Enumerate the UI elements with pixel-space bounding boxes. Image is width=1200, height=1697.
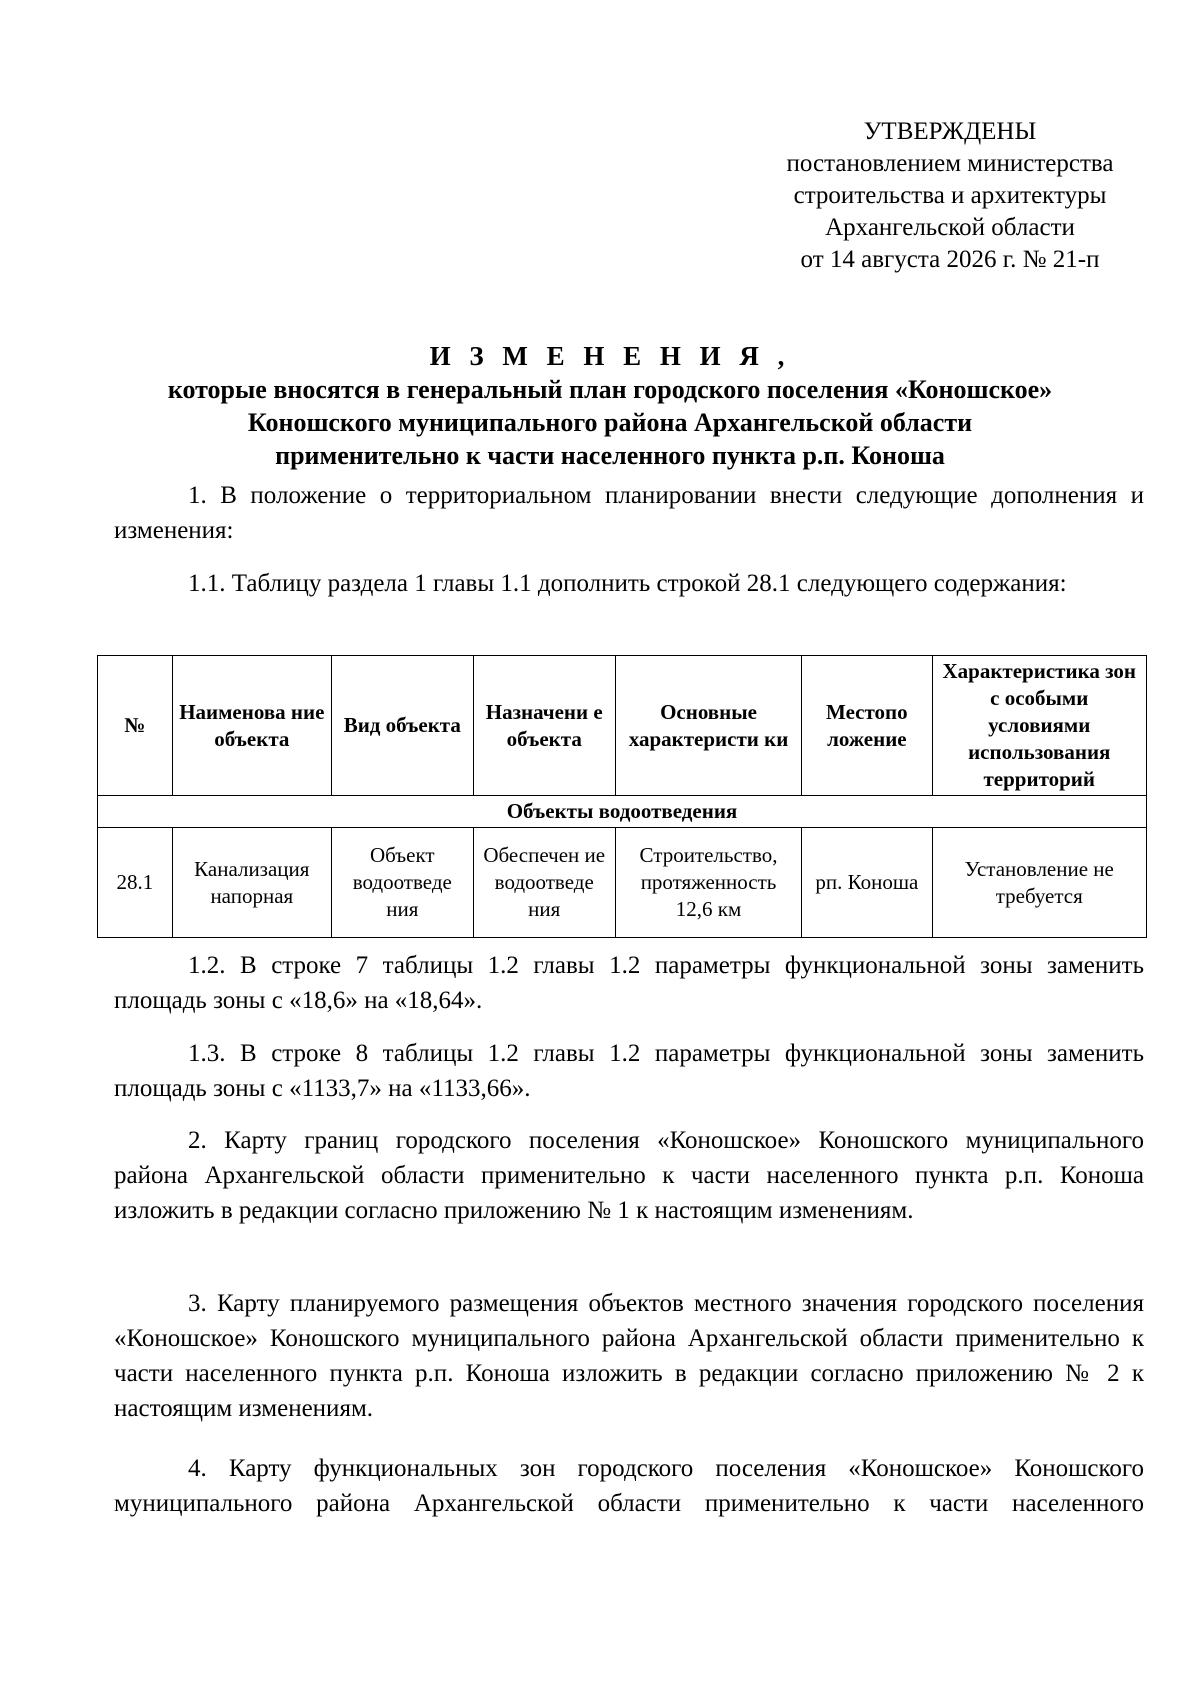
paragraph-1-1: 1.1. Таблицу раздела 1 главы 1.1 дополнить строкой 28.1 следующего содержания: xyxy=(188,570,1067,597)
table-section-row xyxy=(98,796,1147,828)
cell-name: Канализация напорная xyxy=(172,828,331,938)
cell-purpose: Обеспечен ие водоотведе ния xyxy=(473,828,615,938)
header-name: Наименова ние объекта xyxy=(172,656,331,796)
approval-title: УТВЕРЖДЕНЫ xyxy=(863,118,1037,145)
table-row xyxy=(98,828,1147,938)
section-title: Объекты водоотведения xyxy=(98,796,1147,828)
paragraph-1: 1. В положение о территориальном планировании внести следующие дополнения и изменения: xyxy=(114,482,1144,544)
header-purpose: Назначени е объекта xyxy=(473,656,615,796)
paragraph-3: 3. Карту планируемого размещения объектов местного значения городского поселения «Коношское» Коношского муниципального района Архангельской области применительно к части населенного пункта р.п. Коноша изложить в редакции согласно приложению № 2 к настоящим изменениям. xyxy=(114,1290,1144,1422)
cell-main: Строительство, протяженность 12,6 км xyxy=(615,828,801,938)
document-title xyxy=(110,340,1110,472)
cell-zones: Установление не требуется xyxy=(932,828,1147,938)
paragraph-1-2: 1.2. В строке 7 таблицы 1.2 главы 1.2 параметры функциональной зоны заменить площадь зоны с «18,6» на «18,64». xyxy=(114,952,1144,1014)
paragraph-2: 2. Карту границ городского поселения «Коношское» Коношского муниципального района Архангельской области применительно к части населенного пункта р.п. Коноша изложить в редакции согласно приложению № 1 к настоящим изменениям. xyxy=(114,1127,1144,1224)
header-location: Местопо ложение xyxy=(802,656,932,796)
cell-kind: Объект водоотведе ния xyxy=(331,828,473,938)
approval-line: постановлением министерства xyxy=(786,150,1114,177)
header-zones: Характеристика зон с особыми условиями использования территорий xyxy=(932,656,1147,796)
header-main: Основные характеристи ки xyxy=(615,656,801,796)
approval-date: от 14 августа 2026 г. № 21-п xyxy=(800,246,1100,273)
title-line: Коношского муниципального района Архангельской области xyxy=(247,408,973,437)
paragraph-1-3: 1.3. В строке 8 таблицы 1.2 главы 1.2 параметры функциональной зоны заменить площадь зоны с «1133,7» на «1133,66». xyxy=(114,1040,1144,1102)
approval-line: Архангельской области xyxy=(825,214,1075,241)
title-line: которые вносятся в генеральный план городского поселения «Коношское» xyxy=(167,375,1053,404)
objects-table xyxy=(97,655,1147,938)
cell-num: 28.1 xyxy=(98,828,173,938)
table-header-row xyxy=(98,656,1147,796)
title-main: И З М Е Н Е Н И Я , xyxy=(429,341,791,371)
paragraph-4: 4. Карту функциональных зон городского поселения «Коношское» Коношского муниципального района Архангельской области применительно к части населенного xyxy=(114,1455,1144,1517)
approval-stamp xyxy=(760,116,1140,276)
title-line: применительно к части населенного пункта р.п. Коноша xyxy=(275,441,945,470)
approval-line: строительства и архитектуры xyxy=(793,182,1107,209)
header-num: № xyxy=(98,656,173,796)
cell-location: рп. Коноша xyxy=(802,828,932,938)
header-kind: Вид объекта xyxy=(331,656,473,796)
